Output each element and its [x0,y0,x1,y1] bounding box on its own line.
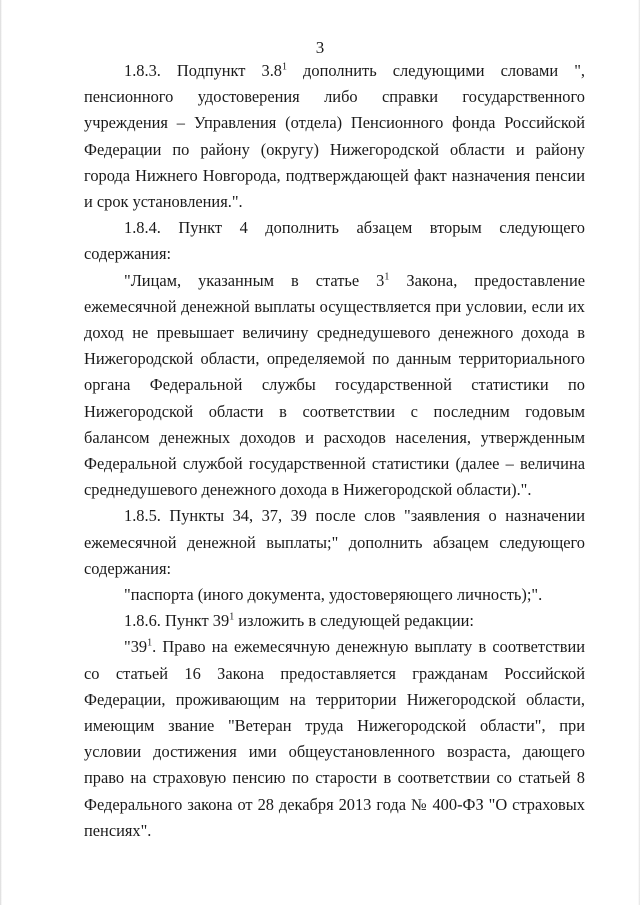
paragraph-1-8-5 [84,503,585,582]
text-run: "паспорта (иного документа, удостоверяющего личность);". [124,585,543,605]
paragraph-1-8-3 [84,58,585,215]
superscript-index: 1 [147,638,153,649]
text-run: . Право на ежемесячную денежную выплату в соответствии со статьей 16 Закона предоставляется гражданам Российской Федерации, проживающим на территории Нижегородской области, имеющим звание "Ветеран труда Нижегородской области", при условии достижения ими общеустановленного возраста, дающего право на страховую пенсию по старости в соответствии со статьей 8 Федерального закона от 28 декабря 2013 года № 400-ФЗ "О страховых пенсиях". [84,637,585,840]
text-run: 1.8.6. Пункт 39 [124,611,230,631]
paragraph-1-8-4 [84,215,585,267]
text-run: Закона, предоставление ежемесячной денежной выплаты осуществляется при условии, если их доход не превышает величину среднедушевого денежного дохода в Нижегородской области, определяемой по данным территориального органа Федеральной службы государственной статистики по Нижегородской области в соответствии с последним годовым балансом денежных доходов и расходов населения, утвержденным Федеральной службой государственной статистики (далее – величина среднедушевого денежного дохода в Нижегородской области).". [84,270,585,500]
superscript-index: 1 [282,61,287,73]
paragraph-1-8-4-quote [84,268,585,504]
superscript-index: 1 [229,611,235,623]
page-number: 3 [315,38,325,57]
paragraph-1-8-5-quote [84,582,585,608]
document-body [84,58,585,844]
text-run: 1.8.3. Подпункт 3.8 [124,61,282,80]
paragraph-1-8-6 [84,608,585,634]
text-run: "39 [124,637,148,657]
text-run: "Лицам, указанным в статье 3 [124,270,385,290]
superscript-index: 1 [384,271,390,283]
text-run: 1.8.4. Пункт 4 дополнить абзацем вторым следующего содержания: [84,218,585,264]
text-run: изложить в следующей редакции: [234,611,474,631]
text-run: 1.8.5. Пункты 34, 37, 39 после слов "заявления о назначении ежемесячной денежной выплаты;" дополнить абзацем следующего содержания: [84,506,585,578]
paragraph-1-8-6-quote [84,634,585,844]
scan-edge-left [0,0,2,905]
text-run: дополнить следующими словами ", пенсионного удостоверения либо справки государственного учреждения – Управления (отдела) Пенсионного фонда Российской Федерации по району (округу) Нижегородской области и району города Нижнего Новгорода, подтверждающей факт назначения пенсии и срок установления.". [84,61,585,212]
